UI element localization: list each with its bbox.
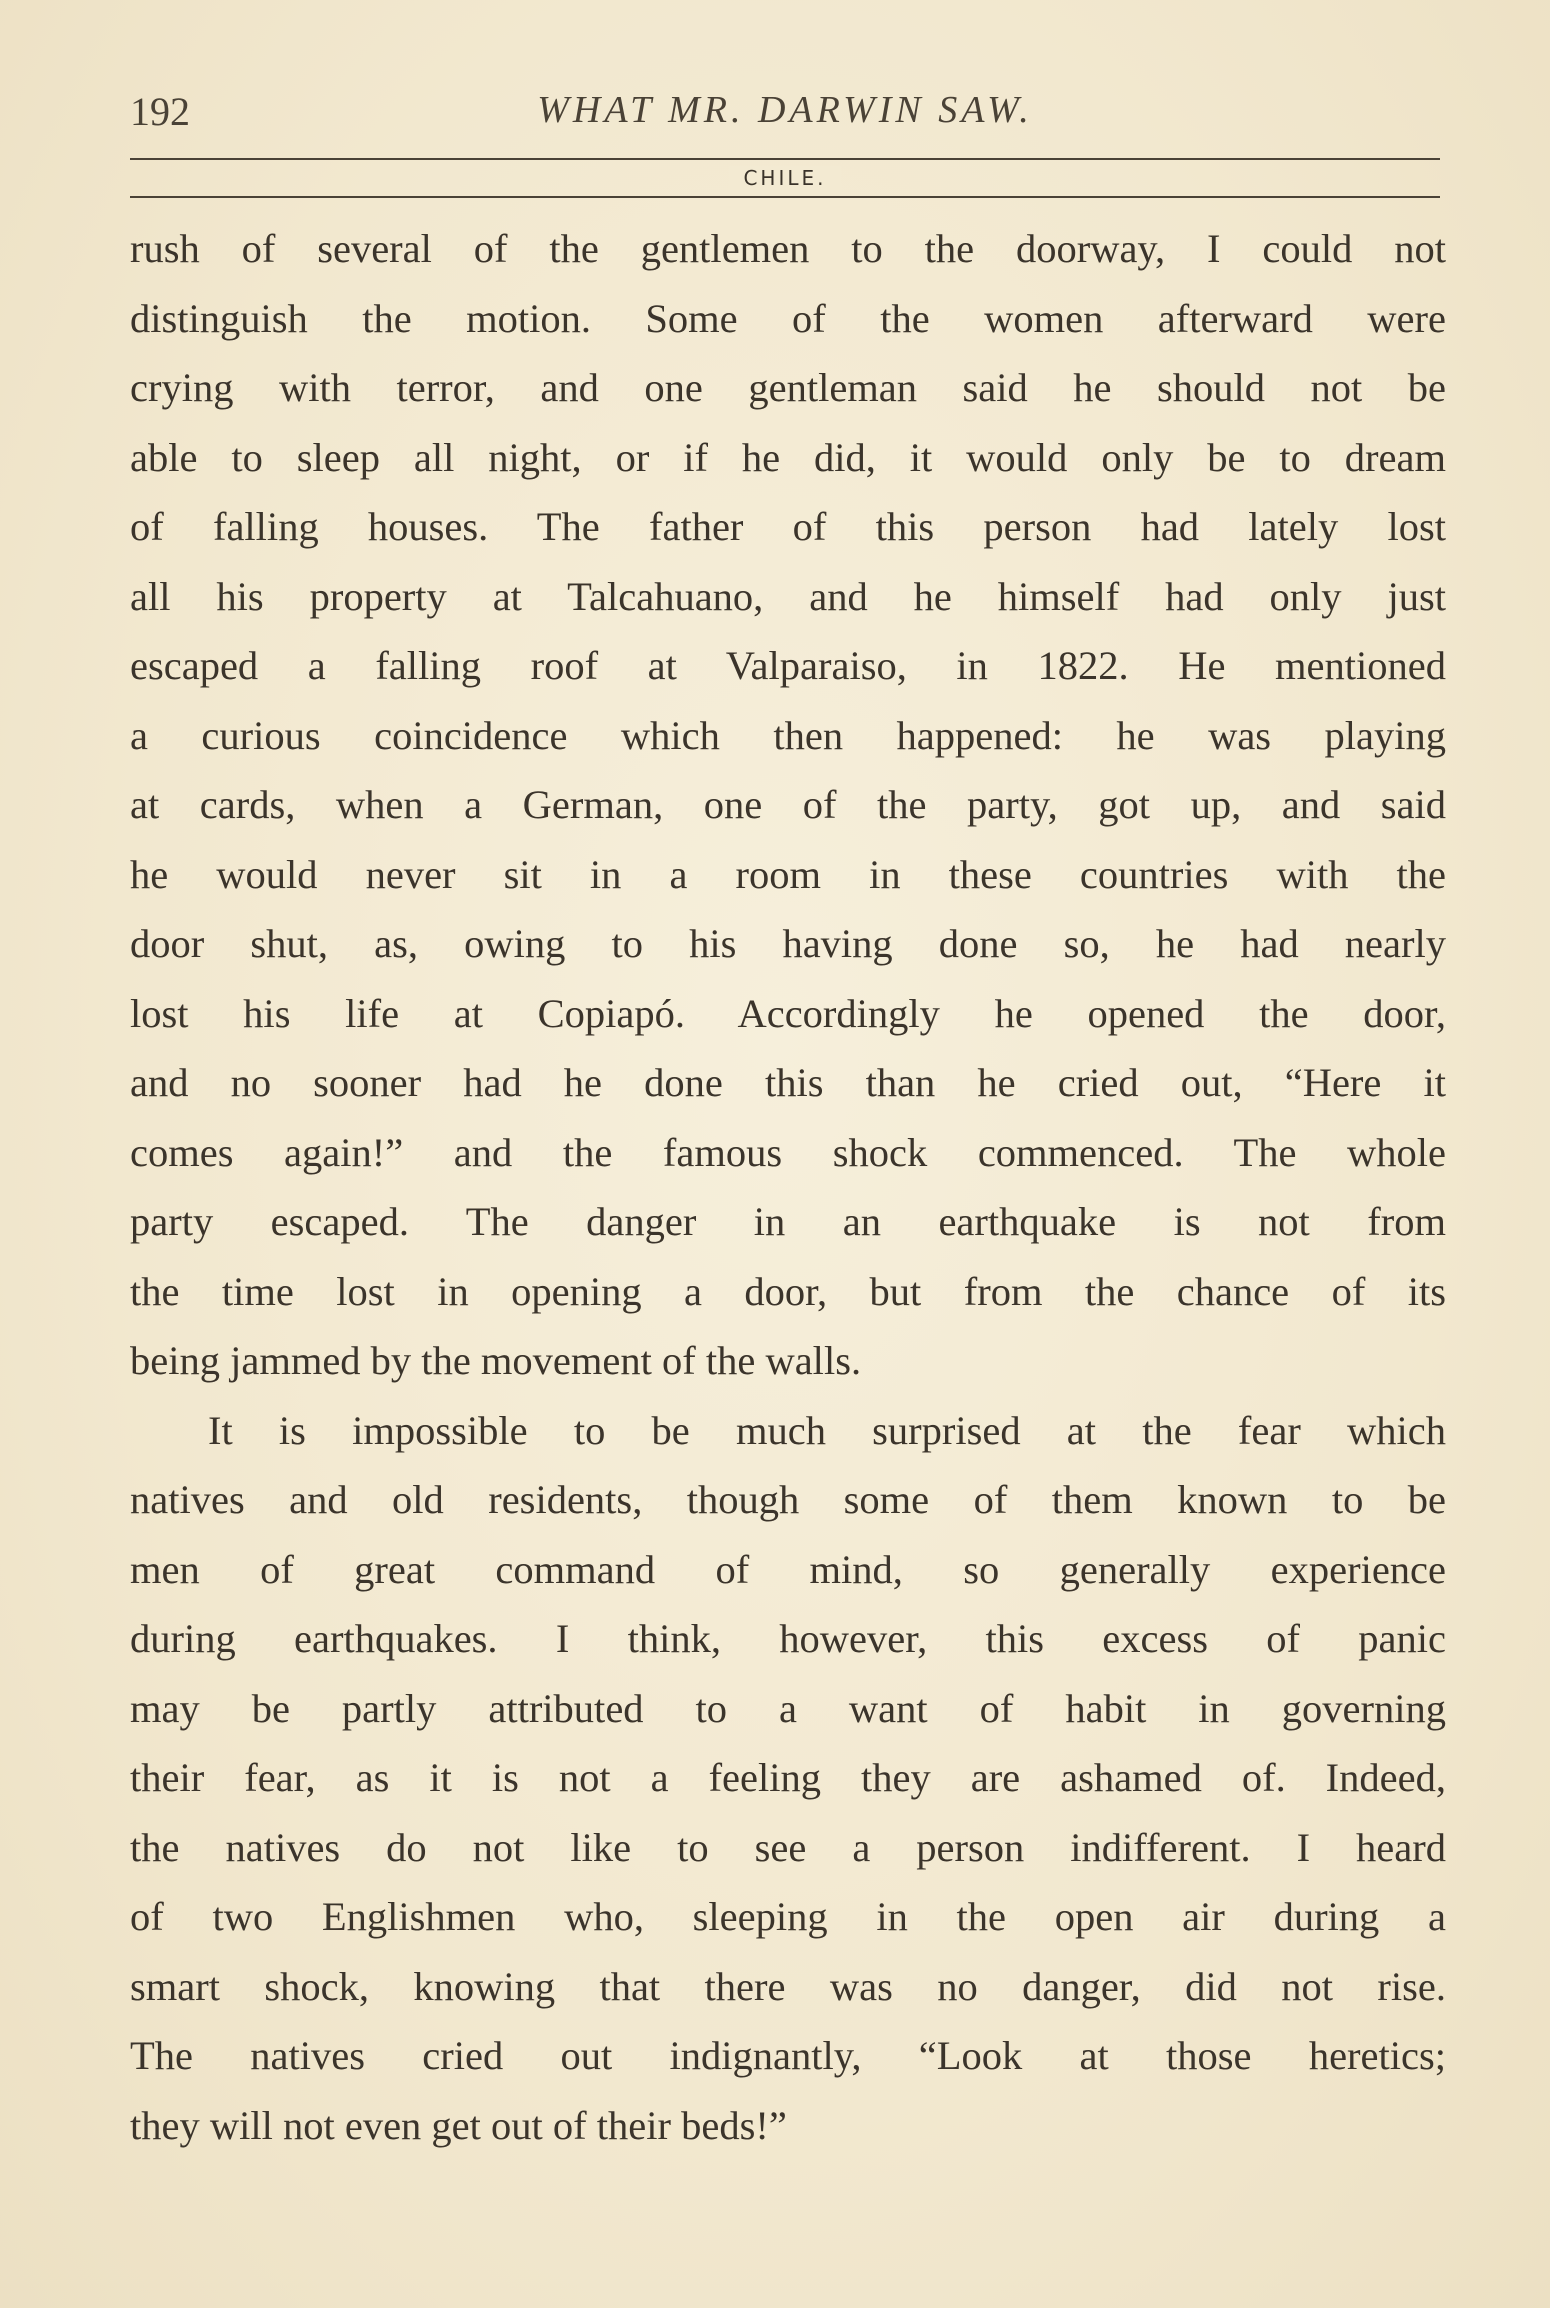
page-header bbox=[130, 88, 1440, 148]
text-line: all his property at Talcahuano, and he himself had only just bbox=[130, 573, 1446, 619]
text-line: they will not even get out of their beds!” bbox=[130, 2102, 787, 2148]
text-line: door shut, as, owing to his having done so, he had nearly bbox=[130, 921, 1446, 966]
text-line: of two Englishmen who, sleeping in the open air during a bbox=[130, 1894, 1446, 1939]
text-line: party escaped. The danger in an earthquake is not from bbox=[130, 1199, 1446, 1244]
text-line: may be partly attributed to a want of habit in governing bbox=[130, 1685, 1446, 1731]
text-line: rush of several of the gentlemen to the doorway, I could not bbox=[130, 226, 1446, 271]
text-line: he would never sit in a room in these countries with the bbox=[130, 851, 1446, 897]
page-number: 192 bbox=[130, 89, 190, 134]
text-line: crying with terror, and one gentleman said he should not be bbox=[130, 365, 1446, 410]
text-line: The natives cried out indignantly, “Look at those heretics; bbox=[130, 2033, 1446, 2078]
header-rule-bottom bbox=[130, 196, 1440, 198]
header-rule-top bbox=[130, 158, 1440, 160]
text-line: lost his life at Copiapó. Accordingly he opened the door, bbox=[130, 990, 1446, 1036]
text-line: smart shock, knowing that there was no danger, did not rise. bbox=[130, 1963, 1446, 2009]
text-line: at cards, when a German, one of the party, got up, and said bbox=[130, 782, 1446, 827]
running-title: WHAT MR. DARWIN SAW. bbox=[537, 89, 1033, 131]
text-line: of falling houses. The father of this person had lately lost bbox=[130, 504, 1446, 549]
body-text bbox=[130, 214, 1446, 2160]
text-line: their fear, as it is not a feeling they are ashamed of. Indeed, bbox=[130, 1755, 1446, 1800]
text-line: and no sooner had he done this than he cried out, “Here it bbox=[130, 1060, 1446, 1105]
text-line: distinguish the motion. Some of the women afterward were bbox=[130, 295, 1446, 341]
text-line: natives and old residents, though some of them known to be bbox=[130, 1477, 1446, 1522]
text-line: escaped a falling roof at Valparaiso, in 1822. He mentioned bbox=[130, 643, 1446, 688]
text-line: a curious coincidence which then happened: he was playing bbox=[130, 712, 1446, 758]
text-line: comes again!” and the famous shock commenced. The whole bbox=[130, 1129, 1446, 1175]
text-line: It is impossible to be much surprised at the fear which bbox=[208, 1407, 1446, 1453]
text-line: able to sleep all night, or if he did, it would only be to dream bbox=[130, 434, 1446, 480]
text-line: the natives do not like to see a person indifferent. I heard bbox=[130, 1824, 1446, 1870]
text-line: being jammed by the movement of the walls. bbox=[130, 1338, 862, 1383]
section-heading-label: CHILE. bbox=[729, 166, 840, 190]
text-line: during earthquakes. I think, however, this excess of panic bbox=[130, 1616, 1446, 1661]
text-line: the time lost in opening a door, but from the chance of its bbox=[130, 1268, 1446, 1314]
section-heading bbox=[130, 166, 1440, 190]
text-line: men of great command of mind, so generally experience bbox=[130, 1546, 1446, 1592]
